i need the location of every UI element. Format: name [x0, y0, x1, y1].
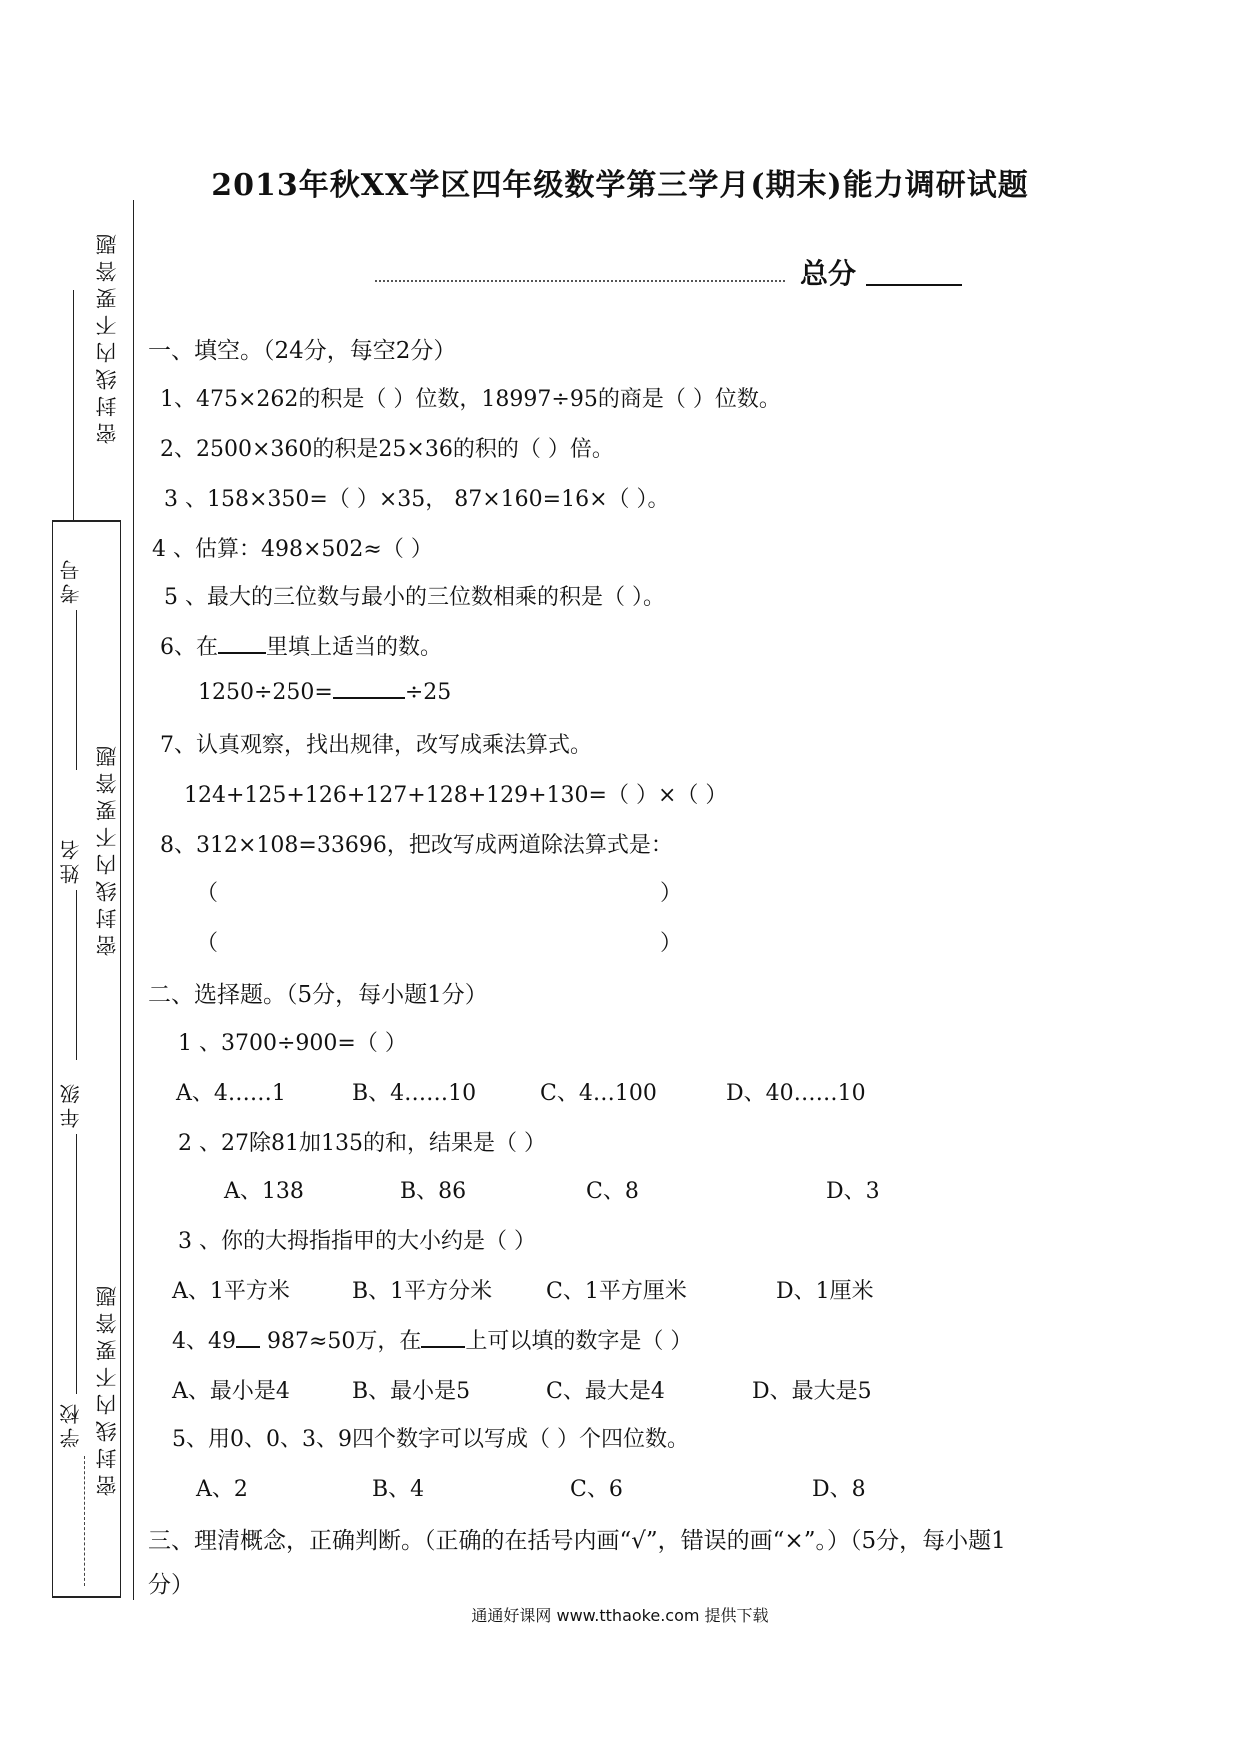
dotted-leader	[375, 262, 785, 282]
s1-q6-prefix: 6、在	[160, 635, 218, 660]
s1-q1: 1、475×262的积是（ ）位数，18997÷95的商是（ ）位数。	[160, 387, 781, 412]
s2-q4-blank-2[interactable]	[421, 1345, 465, 1348]
s2-q3-opt-d: D、1厘米	[776, 1279, 874, 1304]
s2-q1-opt-c: C、4…100	[540, 1081, 657, 1106]
page-title: 2013年秋XX学区四年级数学第三学月(期末)能力调研试题	[211, 168, 1029, 203]
seal-note-2: 密封线内不要答题	[95, 740, 119, 956]
s1-q7: 7、认真观察，找出规律，改写成乘法算式。	[160, 733, 592, 758]
section3-heading: 三、理清概念，正确判断。（正确的在括号内画“√”，错误的画“×”。）（5分，每小题1	[148, 1528, 1006, 1554]
s2-q4-middle: 987≈50万，在	[267, 1329, 422, 1354]
s1-q4: 4 、估算：498×502≈（ ）	[152, 537, 433, 562]
s2-q3: 3 、你的大拇指指甲的大小约是（ ）	[178, 1229, 536, 1254]
school-dash-line	[84, 1456, 85, 1586]
s2-q2-opt-a: A、138	[224, 1179, 304, 1204]
s2-q3-opt-a: A、1平方米	[172, 1279, 290, 1304]
s1-q6-suffix: 里填上适当的数。	[266, 635, 443, 660]
total-score-label: 总分	[800, 257, 857, 290]
s2-q2-opt-c: C、8	[586, 1179, 639, 1204]
footer-credit: 通通好课网 www.tthaoke.com 提供下载	[471, 1606, 769, 1625]
name-label: 姓名	[59, 836, 83, 884]
s2-q5-opt-c: C、6	[570, 1477, 623, 1502]
s1-q6	[160, 630, 442, 661]
side-box-bottom	[52, 1596, 120, 1598]
s2-q5-opt-d: D、8	[812, 1477, 866, 1502]
s2-q4-suffix: 上可以填的数字是（ ）	[465, 1329, 693, 1354]
total-score-blank[interactable]	[866, 284, 962, 286]
s2-q3-opt-b: B、1平方分米	[352, 1279, 493, 1304]
s2-q5: 5、用0、0、3、9四个数字可以写成（ ）个四位数。	[172, 1427, 689, 1452]
s2-q1-opt-d: D、40……10	[726, 1081, 866, 1106]
seal-note-1: 密封线内不要答题	[95, 228, 119, 444]
s1-q2: 2、2500×360的积是25×36的积的（ ）倍。	[160, 437, 614, 462]
s2-q1: 1 、3700÷900=（ ）	[178, 1031, 407, 1056]
s1-q7-equation: 124+125+126+127+128+129+130=（ ）×（ ）	[184, 783, 728, 808]
s1-q8-close-2: ）	[660, 931, 683, 956]
side-box-left	[52, 520, 53, 1598]
s1-q6-eq-blank[interactable]	[333, 696, 405, 699]
section3-heading-cont: 分）	[148, 1572, 194, 1598]
s2-q4-opt-a: A、最小是4	[172, 1379, 290, 1404]
section2-heading: 二、选择题。（5分，每小题1分）	[148, 982, 488, 1008]
exam-no-line	[76, 610, 77, 770]
exam-no-label: 考号	[59, 556, 83, 604]
s1-q8-open-1: （	[196, 881, 219, 906]
top-binding-line	[73, 290, 74, 522]
s2-q4-opt-d: D、最大是5	[752, 1379, 872, 1404]
s2-q4	[172, 1324, 692, 1355]
binding-line-outer	[133, 200, 134, 1600]
grade-line	[76, 1134, 77, 1394]
s2-q1-opt-a: A、4……1	[176, 1081, 286, 1106]
s1-q5: 5 、最大的三位数与最小的三位数相乘的积是（ ）。	[164, 585, 665, 610]
s2-q4-opt-b: B、最小是5	[352, 1379, 471, 1404]
s2-q2: 2 、27除81加135的和，结果是（ ）	[178, 1131, 546, 1156]
s1-q3: 3 、158×350=（ ）×35， 87×160=16×（ ）。	[164, 487, 670, 512]
s2-q4-opt-c: C、最大是4	[546, 1379, 665, 1404]
s1-q6-equation	[198, 680, 451, 705]
s2-q3-opt-c: C、1平方厘米	[546, 1279, 687, 1304]
s1-q6-blank[interactable]	[218, 651, 266, 654]
grade-label: 年级	[59, 1080, 83, 1128]
seal-note-3: 密封线内不要答题	[95, 1280, 119, 1496]
s1-q8-close-1: ）	[660, 881, 683, 906]
s2-q1-opt-b: B、4……10	[352, 1081, 477, 1106]
section1-heading: 一、填空。（24分，每空2分）	[148, 338, 457, 364]
s1-q8: 8、312×108=33696，把改写成两道除法算式是：	[160, 833, 673, 858]
s2-q5-opt-a: A、2	[196, 1477, 248, 1502]
s2-q4-prefix: 4、49	[172, 1329, 236, 1354]
s1-q8-open-2: （	[196, 931, 219, 956]
s2-q4-blank-1[interactable]	[236, 1345, 260, 1348]
s1-q6-eq-left: 1250÷250=	[198, 680, 333, 705]
school-label: 学校	[59, 1400, 83, 1448]
s2-q2-opt-b: B、86	[400, 1179, 467, 1204]
s2-q5-opt-b: B、4	[372, 1477, 425, 1502]
s2-q2-opt-d: D、3	[826, 1179, 880, 1204]
s1-q6-eq-right: ÷25	[404, 680, 452, 705]
name-line	[76, 890, 77, 1060]
side-box-top	[52, 520, 120, 522]
